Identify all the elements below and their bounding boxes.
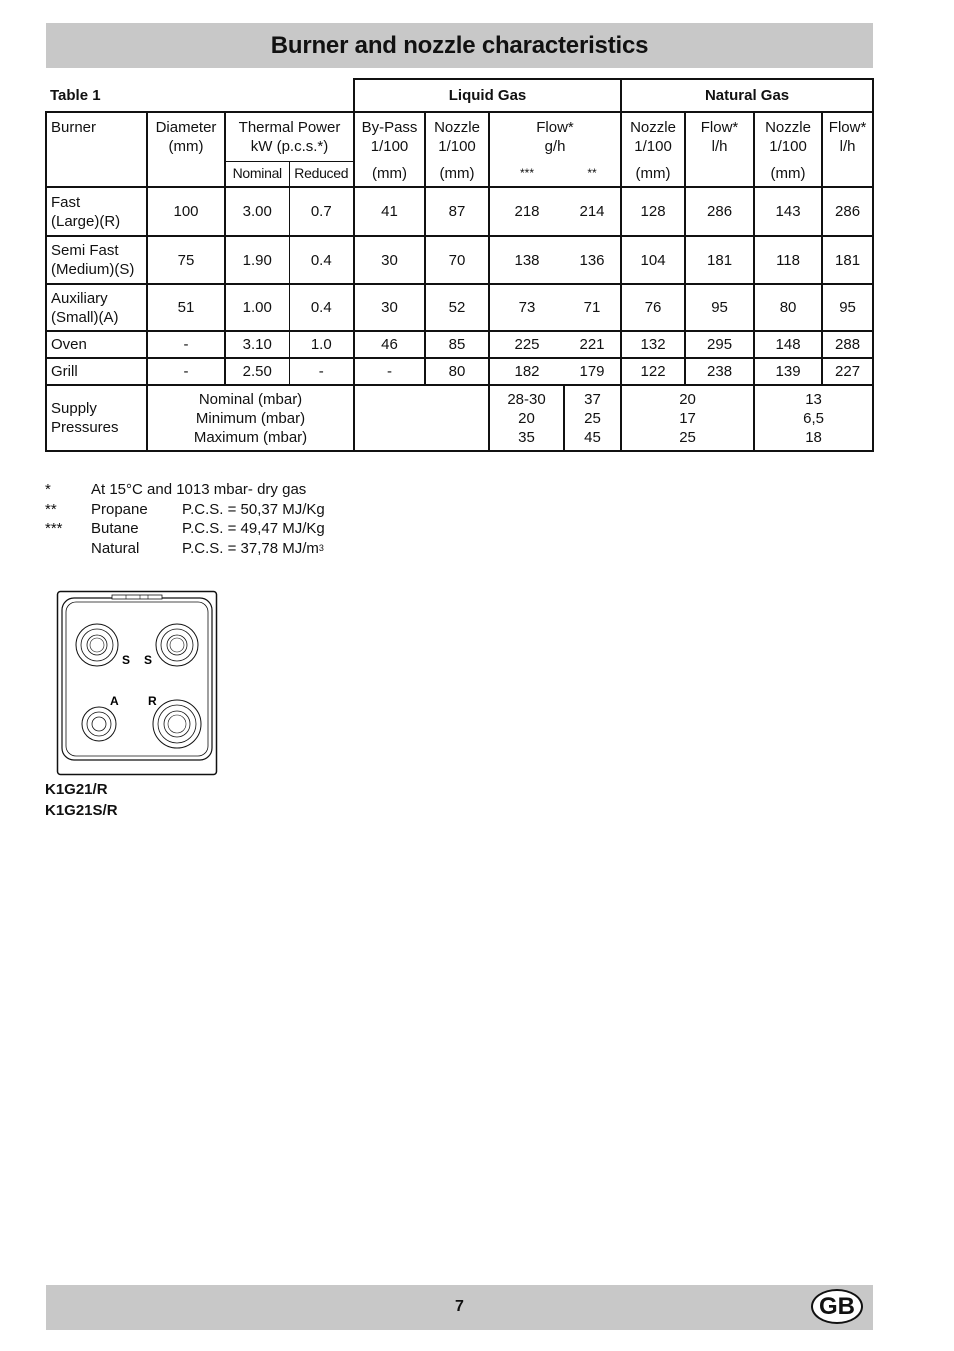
table-cell: 1.90 <box>225 236 289 284</box>
table-cell: 0.4 <box>289 236 354 284</box>
footnote: * At 15°C and 1013 mbar- dry gas <box>45 481 307 498</box>
table-cell: 136 <box>564 236 621 284</box>
group-liquid-gas: Liquid Gas <box>354 79 621 112</box>
burner-name: Oven <box>46 331 147 358</box>
table-cell: 0.4 <box>289 284 354 331</box>
table-cell: - <box>289 358 354 385</box>
footer-bar <box>46 1285 873 1330</box>
table-cell: 288 <box>822 331 873 358</box>
label-s-right: S <box>144 653 153 667</box>
burner-semi-fast-right-icon <box>156 624 198 666</box>
model-code: K1G21/R <box>45 781 108 798</box>
supply-propane: 37 25 45 <box>564 385 621 451</box>
table-cell: 118 <box>754 236 822 284</box>
footnote: ** Propane P.C.S. = 50,37 MJ/Kg <box>45 500 325 518</box>
footnote: *** Butane P.C.S. = 49,47 MJ/Kg <box>45 520 325 537</box>
footnotes <box>45 480 325 558</box>
burner-auxiliary-icon <box>82 707 116 741</box>
table-cell: 85 <box>425 331 489 358</box>
label-s-left: S <box>122 653 131 667</box>
model-code: K1G21S/R <box>45 802 118 819</box>
burner-name: Fast (Large)(R) <box>46 187 147 236</box>
table-cell: 51 <box>147 284 225 331</box>
supply-natural-1: 20 17 25 <box>621 385 754 451</box>
table-cell: 80 <box>425 358 489 385</box>
table-caption: Table 1 <box>46 79 354 112</box>
cooker-outline <box>58 592 217 775</box>
table-cell: 100 <box>147 187 225 236</box>
page-title: Burner and nozzle characteristics <box>270 31 649 59</box>
header-burner: Burner <box>46 112 147 187</box>
table-cell: 80 <box>754 284 822 331</box>
burner-name: Auxiliary (Small)(A) <box>46 284 147 331</box>
table-cell: 214 <box>564 187 621 236</box>
header-flow-ng-2: Flow* l/h <box>822 112 873 187</box>
table-cell: 30 <box>354 284 425 331</box>
table-cell: 70 <box>425 236 489 284</box>
supply-empty <box>354 385 489 451</box>
table-cell: 148 <box>754 331 822 358</box>
label-r: R <box>148 694 157 708</box>
table-cell: 0.7 <box>289 187 354 236</box>
hob-outline <box>62 598 212 760</box>
label-a: A <box>110 694 119 708</box>
table-cell: 227 <box>822 358 873 385</box>
language-badge: GB <box>811 1289 863 1324</box>
table-cell: 3.10 <box>225 331 289 358</box>
header-bypass: By-Pass 1/100 (mm) <box>354 112 425 187</box>
supply-description: Nominal (mbar) Minimum (mbar) Maximum (mbar) <box>147 385 354 451</box>
burner-table <box>45 78 874 452</box>
table-cell: 122 <box>621 358 685 385</box>
table-cell: 218 <box>489 187 564 236</box>
header-flow-ng-1: Flow* l/h <box>685 112 754 187</box>
supply-natural-2: 13 6,5 18 <box>754 385 873 451</box>
table-cell: 286 <box>822 187 873 236</box>
table-row <box>46 284 873 331</box>
header-thermal-power: Thermal Power kW (p.c.s.*) <box>225 112 354 161</box>
table-cell: 132 <box>621 331 685 358</box>
table-row <box>46 358 873 385</box>
table-cell: 41 <box>354 187 425 236</box>
header-nozzle-ng-2: Nozzle 1/100 (mm) <box>754 112 822 187</box>
table-row <box>46 236 873 284</box>
supply-label: Supply Pressures <box>46 385 147 451</box>
table-cell: 286 <box>685 187 754 236</box>
table-cell: 181 <box>685 236 754 284</box>
group-natural-gas: Natural Gas <box>621 79 873 112</box>
hob-layout-diagram <box>56 590 218 776</box>
table-cell: - <box>147 331 225 358</box>
header-flow-butane: *** <box>489 161 564 187</box>
page-number: 7 <box>455 1298 464 1315</box>
header-nominal: Nominal <box>225 161 289 187</box>
table-cell: 87 <box>425 187 489 236</box>
supply-butane: 28-30 20 35 <box>489 385 564 451</box>
supply-pressures-row <box>46 385 873 451</box>
table-cell: 76 <box>621 284 685 331</box>
table-cell: 52 <box>425 284 489 331</box>
burner-semi-fast-left-icon <box>76 624 118 666</box>
knob-strip <box>112 595 162 599</box>
table-cell: 182 <box>489 358 564 385</box>
table-cell: - <box>354 358 425 385</box>
title-banner <box>46 23 873 68</box>
table-row <box>46 331 873 358</box>
footnote: Natural P.C.S. = 37,78 MJ/m 3 <box>91 539 324 557</box>
table-cell: 1.0 <box>289 331 354 358</box>
header-flow-lpg: Flow* g/h <box>489 112 621 161</box>
table-cell: 95 <box>822 284 873 331</box>
burner-name: Semi Fast (Medium)(S) <box>46 236 147 284</box>
table-cell: 181 <box>822 236 873 284</box>
table-row <box>46 187 873 236</box>
table-cell: 138 <box>489 236 564 284</box>
header-nozzle-lpg: Nozzle 1/100 (mm) <box>425 112 489 187</box>
burner-name: Grill <box>46 358 147 385</box>
table-cell: - <box>147 358 225 385</box>
model-list <box>45 779 118 821</box>
table-cell: 2.50 <box>225 358 289 385</box>
table-cell: 179 <box>564 358 621 385</box>
table-cell: 95 <box>685 284 754 331</box>
header-nozzle-ng-1: Nozzle 1/100 (mm) <box>621 112 685 187</box>
table-cell: 139 <box>754 358 822 385</box>
table-cell: 73 <box>489 284 564 331</box>
table-cell: 143 <box>754 187 822 236</box>
header-flow-propane: ** <box>564 161 621 187</box>
table-cell: 104 <box>621 236 685 284</box>
header-reduced: Reduced <box>289 161 354 187</box>
table-cell: 221 <box>564 331 621 358</box>
header-diameter: Diameter (mm) <box>147 112 225 187</box>
table-cell: 238 <box>685 358 754 385</box>
table-cell: 46 <box>354 331 425 358</box>
table-cell: 30 <box>354 236 425 284</box>
table-cell: 1.00 <box>225 284 289 331</box>
table-cell: 295 <box>685 331 754 358</box>
table-cell: 3.00 <box>225 187 289 236</box>
table-cell: 128 <box>621 187 685 236</box>
table-cell: 71 <box>564 284 621 331</box>
table-cell: 75 <box>147 236 225 284</box>
burner-rapid-icon <box>153 700 201 748</box>
table-cell: 225 <box>489 331 564 358</box>
